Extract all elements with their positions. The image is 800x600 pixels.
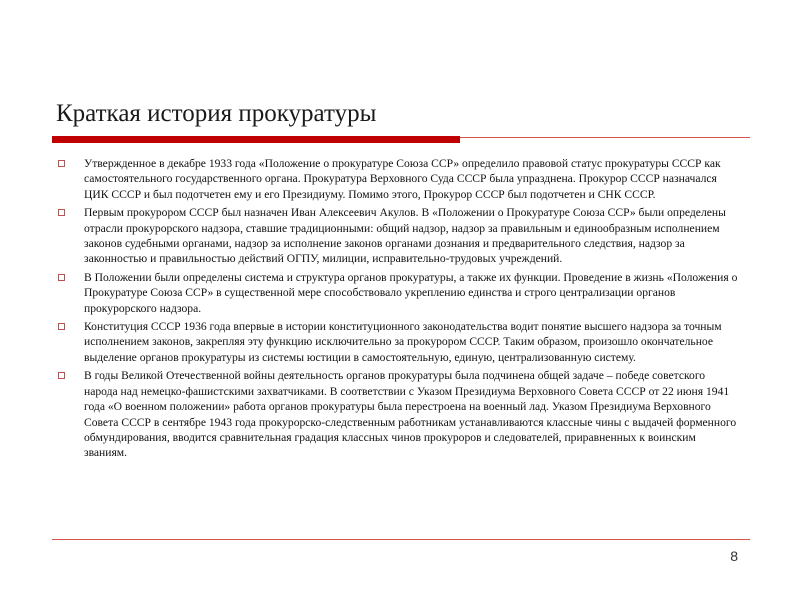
list-item (56, 270, 738, 316)
square-bullet-icon (58, 160, 65, 167)
square-bullet-icon (58, 323, 65, 330)
list-item (56, 319, 738, 365)
slide-title: Краткая история прокуратуры (56, 100, 377, 127)
list-item (56, 368, 738, 460)
list-item-text: В Положении были определены система и структура органов прокуратуры, а также их функции. Проведение в жизнь «Положения о Прокуратуре Союза ССР» в существенной мере способствовало укреплению единства и строго централизации органов прокурорского надзора. (84, 270, 738, 315)
list-item-text: Первым прокурором СССР был назначен Иван Алексеевич Акулов. В «Положении о Прокуратуре Союза ССР» были определены отрасли прокурорского надзора, ставшие традиционными: общий надзор, надзор за правильным и единообразным исполнением законов судебными органами, надзор за исполнение законов органами дознания и предварительного следствия, надзор за законностью и правильностью действий ОГПУ, милиции, исправительно-трудовых учреждений. (84, 206, 726, 266)
square-bullet-icon (58, 209, 65, 216)
page-number: 8 (730, 548, 738, 564)
square-bullet-icon (58, 372, 65, 379)
list-item (56, 205, 738, 267)
footer-divider (52, 539, 750, 540)
list-item (56, 156, 738, 202)
list-item-text: Утвержденное в декабре 1933 года «Положение о прокуратуре Союза ССР» определило правовой статус прокуратуры СССР как самостоятельного государственного органа. Прокуратура Верховного Суда СССР была упразднена. Прокурор СССР назначался ЦИК СССР и был подотчетен ему и его Президиуму. Помимо этого, Прокурор СССР был подотчетен и СНК СССР. (84, 157, 721, 201)
list-item-text: Конституция СССР 1936 года впервые в истории конституционного законодательства водит понятие высшего надзора за точным исполнением законов, закрепляя эту функцию исключительно за прокурором СССР. Таким образом, произошло окончательное выделение органов прокуратуры из системы юстиции в самостоятельную, единую, централизованную систему. (84, 320, 722, 364)
square-bullet-icon (58, 274, 65, 281)
title-divider-accent (52, 136, 460, 143)
bullet-list (56, 156, 738, 464)
list-item-text: В годы Великой Отечественной войны деятельность органов прокуратуры была подчинена общей задаче – победе советского народа над немецко-фашистскими захватчиками. В соответствии с Указом Президиума Верховного Совета СССР от 22 июня 1941 года «О военном положении» работа органов прокуратуры была перестроена на военный лад. Указом Президиума Верховного Совета СССР в сентябре 1943 года прокурорско-следственным работникам устанавливаются классные чины с выдачей форменного обмундирования, вводится сравнительная градация классных чинов прокуроров и следователей, приравненных к воинским званиям. (84, 369, 737, 460)
